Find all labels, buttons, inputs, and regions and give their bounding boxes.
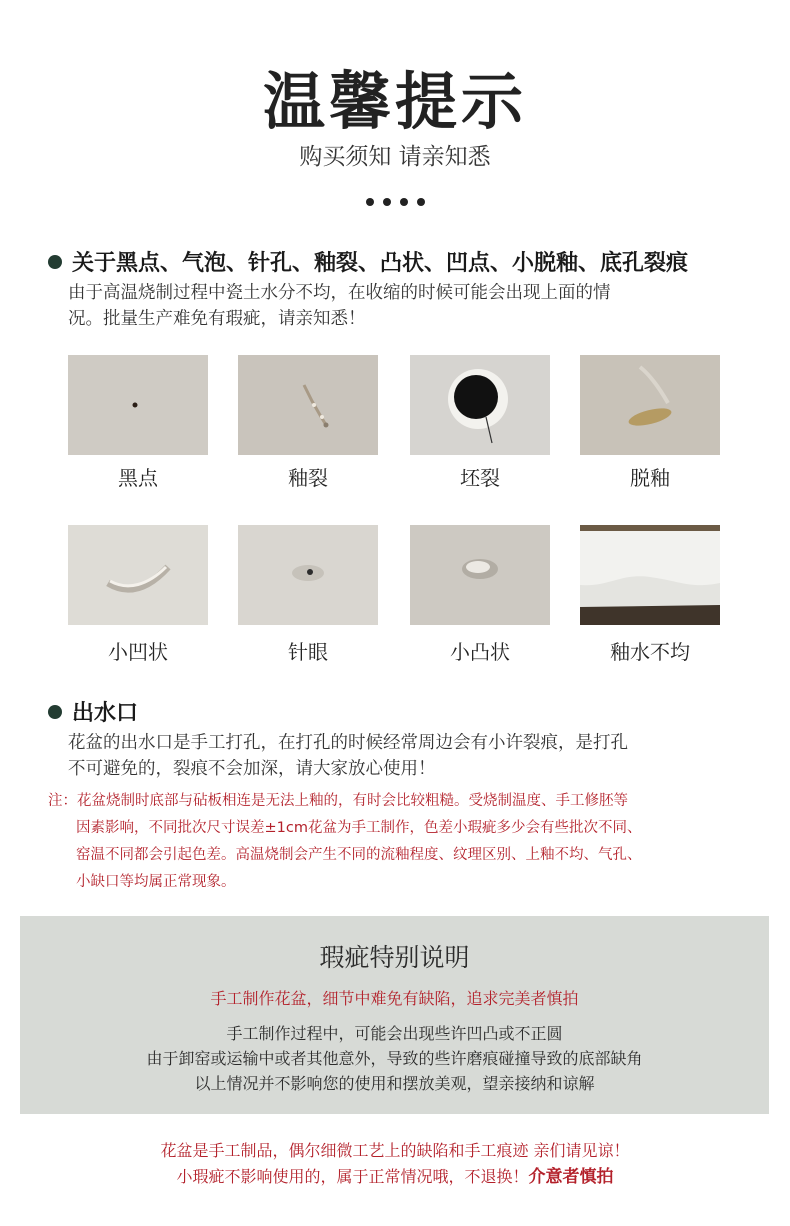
panel-line: 由于卸窑或运输中或者其他意外，导致的些许磨痕碰撞导致的底部缺角 xyxy=(146,1049,643,1068)
footer-emphasis: 介意者慎拍 xyxy=(528,1167,614,1187)
text-line: 况。批量生产难免有瑕疵，请亲知悉！ xyxy=(68,309,366,329)
section-heading-defects xyxy=(48,246,688,277)
defect-label: 釉水不均 xyxy=(610,640,690,664)
section-heading-text: 出水口 xyxy=(72,701,139,726)
panel-title: 瑕疵特别说明 xyxy=(319,943,470,972)
defect-label: 黑点 xyxy=(118,466,158,490)
section-text-drain-hole xyxy=(68,730,748,782)
note-line: 小缺口等均属正常现象。 xyxy=(76,874,236,890)
bullet-icon xyxy=(48,255,62,269)
note-line: 窑温不同都会引起色差。高温烧制会产生不同的流釉程度、纹理区别、上釉不均、气孔、 xyxy=(76,847,642,863)
defect-photo-black-dot xyxy=(68,355,208,455)
section-text-defects xyxy=(68,280,748,332)
defect-explanation-panel xyxy=(20,916,769,1114)
section-heading-text: 关于黑点、气泡、针孔、釉裂、凸状、凹点、小脱釉、底孔裂痕 xyxy=(72,251,689,276)
defect-photo-pinhole xyxy=(238,525,378,625)
panel-line: 以上情况并不影响您的使用和摆放美观，望亲接纳和谅解 xyxy=(194,1074,595,1093)
defect-photo-uneven-glaze xyxy=(580,525,720,625)
footer-text: 小瑕疵不影响使用的，属于正常情况哦，不退换！ xyxy=(176,1167,529,1186)
defect-label: 釉裂 xyxy=(288,466,328,490)
page-title: 温馨提示 xyxy=(262,65,527,138)
defect-photo-body-crack xyxy=(410,355,550,455)
defect-label: 小凹状 xyxy=(108,640,168,664)
panel-warning: 手工制作花盆，细节中难免有缺陷，追求完美者慎拍 xyxy=(210,989,579,1008)
text-line: 不可避免的，裂痕不会加深，请大家放心使用！ xyxy=(68,759,436,779)
section-heading-drain-hole xyxy=(48,696,138,727)
defect-photo-small-dent xyxy=(68,525,208,625)
bullet-icon xyxy=(48,705,62,719)
text-line: 花盆的出水口是手工打孔，在打孔的时候经常周边会有小许裂痕，是打孔 xyxy=(68,733,628,753)
defect-photo-glaze-peel xyxy=(580,355,720,455)
defect-label: 小凸状 xyxy=(450,640,510,664)
defect-photo-small-bump xyxy=(410,525,550,625)
footer-line xyxy=(0,1162,790,1187)
text-line: 由于高温烧制过程中瓷土水分不均，在收缩的时候可能会出现上面的情 xyxy=(68,283,611,303)
defect-label: 针眼 xyxy=(288,640,328,664)
defect-label: 坯裂 xyxy=(460,466,500,490)
note-line: 注：花盆烧制时底部与砧板相连是无法上釉的，有时会比较粗糙。受烧制温度、手工修胚等 xyxy=(48,793,628,809)
decorative-dots xyxy=(0,198,790,206)
footer-line: 花盆是手工制品，偶尔细微工艺上的缺陷和手工痕迹 亲们请见谅！ xyxy=(160,1141,630,1160)
red-note xyxy=(48,788,748,896)
defect-label: 脱釉 xyxy=(630,466,670,490)
defect-photo-glaze-crack xyxy=(238,355,378,455)
page-subtitle: 购买须知 请亲知悉 xyxy=(299,144,491,170)
panel-line: 手工制作过程中，可能会出现些许凹凸或不正圆 xyxy=(226,1024,563,1043)
note-line: 因素影响，不同批次尺寸误差±1cm花盆为手工制作，色差小瑕疵多少会有些批次不同、 xyxy=(76,820,642,836)
